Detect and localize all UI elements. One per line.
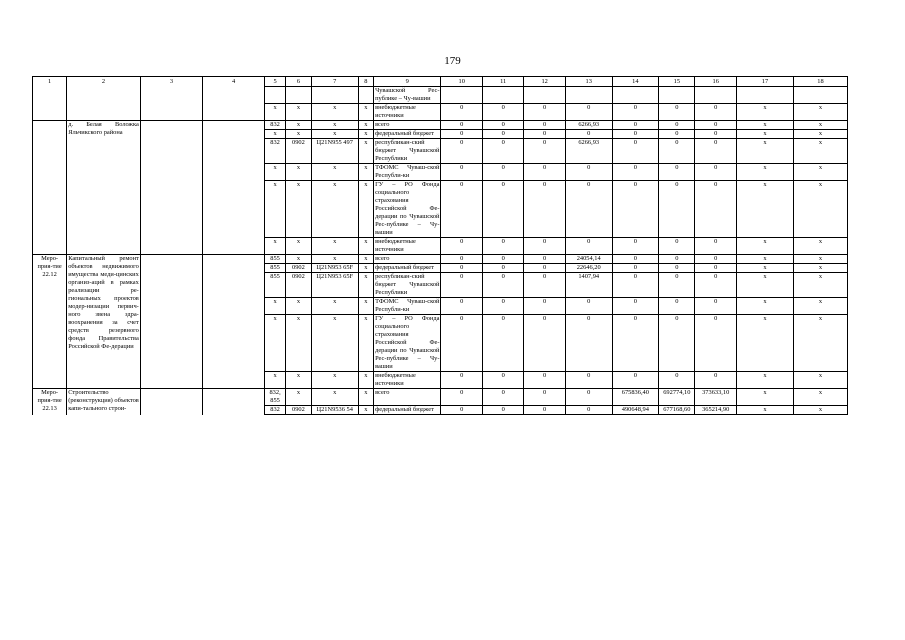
amount-cell: 0 bbox=[612, 238, 659, 255]
amount-cell: 0 bbox=[695, 130, 736, 139]
amount-cell: 0 bbox=[441, 139, 482, 164]
amount-cell bbox=[793, 87, 847, 104]
code-c5: 832 bbox=[265, 139, 286, 164]
amount-cell: 0 bbox=[524, 298, 565, 315]
amount-cell: 0 bbox=[659, 372, 695, 389]
budget-table bbox=[32, 76, 848, 415]
code-c8: x bbox=[358, 298, 374, 315]
amount-cell: 0 bbox=[524, 273, 565, 298]
code-c7: x bbox=[311, 164, 358, 181]
amount-cell: 0 bbox=[695, 255, 736, 264]
table-row bbox=[33, 121, 848, 130]
amount-cell: x bbox=[736, 238, 793, 255]
amount-cell: 0 bbox=[441, 372, 482, 389]
amount-cell: 0 bbox=[659, 181, 695, 238]
amount-cell: 0 bbox=[695, 298, 736, 315]
code-c6: x bbox=[285, 121, 311, 130]
code-c8: x bbox=[358, 389, 374, 406]
measure-name: Строительство (реконструкция) объектов капи-тального строи- bbox=[67, 389, 141, 415]
amount-cell: 0 bbox=[659, 264, 695, 273]
funding-source: республикан-ский бюджет Чувашской Республики bbox=[375, 273, 440, 296]
code-c8: x bbox=[358, 164, 374, 181]
amount-cell: x bbox=[736, 181, 793, 238]
amount-cell: 0 bbox=[659, 139, 695, 164]
amount-cell: 0 bbox=[524, 389, 565, 406]
amount-cell: 0 bbox=[441, 389, 482, 406]
code-c7: Ц21N9536 54 bbox=[311, 406, 358, 415]
code-c6: x bbox=[285, 104, 311, 121]
amount-cell: 0 bbox=[565, 298, 612, 315]
amount-cell: 0 bbox=[441, 164, 482, 181]
amount-cell: 0 bbox=[565, 238, 612, 255]
cell-c4 bbox=[203, 121, 265, 255]
amount-cell: 0 bbox=[612, 121, 659, 130]
amount-cell: 0 bbox=[565, 406, 612, 415]
code-c8: x bbox=[358, 139, 374, 164]
code-c5: x bbox=[265, 372, 286, 389]
column-header: 7 bbox=[311, 77, 358, 87]
amount-cell: 0 bbox=[441, 273, 482, 298]
amount-cell: 0 bbox=[482, 121, 523, 130]
amount-cell: x bbox=[736, 139, 793, 164]
amount-cell: 692774,10 bbox=[659, 389, 695, 406]
cell-c3 bbox=[140, 121, 202, 255]
amount-cell: 0 bbox=[441, 264, 482, 273]
column-header: 3 bbox=[140, 77, 202, 87]
amount-cell: 0 bbox=[524, 255, 565, 264]
code-c7: x bbox=[311, 121, 358, 130]
amount-cell: 0 bbox=[441, 406, 482, 415]
amount-cell: 0 bbox=[612, 372, 659, 389]
amount-cell: 0 bbox=[482, 298, 523, 315]
amount-cell: 6266,93 bbox=[565, 139, 612, 164]
amount-cell: 490648,94 bbox=[612, 406, 659, 415]
cell-c4 bbox=[203, 255, 265, 389]
amount-cell: 0 bbox=[659, 164, 695, 181]
code-c7: x bbox=[311, 389, 358, 406]
code-c7: Ц21N953 65F bbox=[311, 273, 358, 298]
code-c8: x bbox=[358, 255, 374, 264]
column-header: 15 bbox=[659, 77, 695, 87]
page-number: 179 bbox=[444, 55, 461, 67]
code-c5: 832 bbox=[265, 406, 286, 415]
cell-c2 bbox=[67, 87, 141, 121]
amount-cell: 0 bbox=[441, 298, 482, 315]
amount-cell: 0 bbox=[565, 372, 612, 389]
code-c6: x bbox=[285, 298, 311, 315]
column-header: 9 bbox=[374, 77, 441, 87]
amount-cell: x bbox=[736, 104, 793, 121]
amount-cell: 0 bbox=[659, 255, 695, 264]
code-c6: x bbox=[285, 130, 311, 139]
cell-c3 bbox=[140, 87, 202, 121]
funding-source: федеральный бюджет bbox=[374, 406, 441, 415]
amount-cell: x bbox=[793, 273, 847, 298]
amount-cell: 1407,94 bbox=[565, 273, 612, 298]
amount-cell: 0 bbox=[441, 238, 482, 255]
amount-cell: 0 bbox=[524, 264, 565, 273]
code-c5: x bbox=[265, 104, 286, 121]
amount-cell: 0 bbox=[695, 273, 736, 298]
code-c6: x bbox=[285, 238, 311, 255]
code-c5: 832, 855 bbox=[265, 389, 286, 406]
amount-cell: 0 bbox=[695, 139, 736, 164]
amount-cell: 0 bbox=[695, 238, 736, 255]
code-c7: x bbox=[311, 315, 358, 372]
amount-cell: 0 bbox=[695, 104, 736, 121]
column-header: 10 bbox=[441, 77, 482, 87]
amount-cell: x bbox=[793, 164, 847, 181]
amount-cell: 0 bbox=[565, 104, 612, 121]
header-row bbox=[33, 77, 848, 87]
column-header: 4 bbox=[203, 77, 265, 87]
code-c8: x bbox=[358, 130, 374, 139]
amount-cell: 0 bbox=[612, 315, 659, 372]
amount-cell: 0 bbox=[659, 315, 695, 372]
amount-cell: 0 bbox=[482, 273, 523, 298]
funding-source: республикан-ский бюджет Чувашской Республики bbox=[375, 139, 440, 162]
funding-source: федеральный бюджет bbox=[374, 130, 441, 139]
amount-cell: 0 bbox=[482, 315, 523, 372]
cell-c3 bbox=[140, 389, 202, 415]
measure-name: Капитальный ремонт объектов недвижимого имущества меди-цинских организ-аций в рамках реализации ре-гиональных проектов модер-низации первич-ного звена здра-воохранения за счет средств резервного фонда Правительства Российской Фе-дерации bbox=[67, 255, 141, 389]
funding-source: внебюджетные источники bbox=[374, 372, 441, 389]
code-c6: x bbox=[285, 372, 311, 389]
amount-cell: 0 bbox=[695, 372, 736, 389]
amount-cell: x bbox=[793, 130, 847, 139]
amount-cell: 0 bbox=[612, 298, 659, 315]
amount-cell: 0 bbox=[612, 139, 659, 164]
amount-cell: 0 bbox=[482, 264, 523, 273]
code-c5: 855 bbox=[265, 264, 286, 273]
amount-cell: 0 bbox=[524, 121, 565, 130]
amount-cell: 373633,10 bbox=[695, 389, 736, 406]
code-c6: x bbox=[285, 389, 311, 406]
amount-cell: 0 bbox=[695, 315, 736, 372]
amount-cell: 0 bbox=[565, 164, 612, 181]
amount-cell: 0 bbox=[659, 298, 695, 315]
amount-cell: 0 bbox=[524, 164, 565, 181]
amount-cell: 6266,93 bbox=[565, 121, 612, 130]
amount-cell: 0 bbox=[565, 389, 612, 406]
amount-cell bbox=[441, 87, 482, 104]
amount-cell: 0 bbox=[612, 264, 659, 273]
column-header: 2 bbox=[67, 77, 141, 87]
code-c8: x bbox=[358, 315, 374, 372]
code-c6: x bbox=[285, 164, 311, 181]
amount-cell: 0 bbox=[482, 181, 523, 238]
amount-cell: 0 bbox=[695, 181, 736, 238]
code-c7: x bbox=[311, 255, 358, 264]
code-c8: x bbox=[358, 372, 374, 389]
code-c5: x bbox=[265, 298, 286, 315]
code-c7: x bbox=[311, 298, 358, 315]
amount-cell: 677168,60 bbox=[659, 406, 695, 415]
table-row bbox=[33, 255, 848, 264]
amount-cell: 0 bbox=[482, 372, 523, 389]
funding-source: ТФОМС Чуваш-ской Республи-ки bbox=[375, 298, 440, 313]
amount-cell: 0 bbox=[565, 130, 612, 139]
column-header: 18 bbox=[793, 77, 847, 87]
amount-cell: x bbox=[793, 264, 847, 273]
amount-cell: 0 bbox=[441, 315, 482, 372]
amount-cell: 0 bbox=[441, 130, 482, 139]
code-c5: x bbox=[265, 164, 286, 181]
code-c7: x bbox=[311, 104, 358, 121]
column-header: 12 bbox=[524, 77, 565, 87]
amount-cell: 0 bbox=[524, 104, 565, 121]
amount-cell: 0 bbox=[565, 315, 612, 372]
amount-cell bbox=[736, 87, 793, 104]
amount-cell: 0 bbox=[524, 181, 565, 238]
amount-cell: x bbox=[793, 298, 847, 315]
amount-cell: 0 bbox=[524, 372, 565, 389]
code-c7: x bbox=[311, 372, 358, 389]
code-c5: x bbox=[265, 238, 286, 255]
amount-cell: x bbox=[793, 139, 847, 164]
measure-number: Меро-прия-тие 22.13 bbox=[33, 389, 67, 415]
code-c6: 0902 bbox=[285, 264, 311, 273]
amount-cell: 0 bbox=[695, 164, 736, 181]
code-c8: x bbox=[358, 104, 374, 121]
code-c8: x bbox=[358, 181, 374, 238]
amount-cell: x bbox=[793, 389, 847, 406]
funding-source: внебюджетные источники bbox=[374, 104, 441, 121]
table-row bbox=[33, 389, 848, 406]
amount-cell: x bbox=[736, 389, 793, 406]
code-c7: Ц21N953 65F bbox=[311, 264, 358, 273]
amount-cell: x bbox=[793, 315, 847, 372]
amount-cell: x bbox=[736, 255, 793, 264]
funding-source: ТФОМС Чуваш-ской Республи-ки bbox=[375, 164, 440, 179]
amount-cell: 0 bbox=[524, 139, 565, 164]
amount-cell: x bbox=[736, 130, 793, 139]
column-header: 8 bbox=[358, 77, 374, 87]
funding-source: Чувашской Рес-публике – Чу-вашии bbox=[375, 87, 440, 102]
amount-cell: x bbox=[793, 255, 847, 264]
amount-cell bbox=[482, 87, 523, 104]
amount-cell bbox=[659, 87, 695, 104]
code-c6: 0902 bbox=[285, 139, 311, 164]
amount-cell: 0 bbox=[482, 406, 523, 415]
code-c6: x bbox=[285, 181, 311, 238]
amount-cell: x bbox=[793, 104, 847, 121]
column-header: 16 bbox=[695, 77, 736, 87]
column-header: 14 bbox=[612, 77, 659, 87]
amount-cell bbox=[524, 87, 565, 104]
amount-cell: 0 bbox=[565, 181, 612, 238]
funding-source: ГУ – РО Фонда социального страхования Российской Фе-дерации по Чувашской Рес-публике – Чу-вашии bbox=[375, 315, 440, 370]
amount-cell: x bbox=[736, 372, 793, 389]
amount-cell: 0 bbox=[695, 121, 736, 130]
code-c7 bbox=[311, 87, 358, 104]
amount-cell: x bbox=[736, 298, 793, 315]
amount-cell: 0 bbox=[441, 181, 482, 238]
measure-name: д. Белая Воложка Яльчикского района bbox=[67, 121, 141, 255]
amount-cell: 365214,90 bbox=[695, 406, 736, 415]
amount-cell: x bbox=[736, 164, 793, 181]
column-header: 1 bbox=[33, 77, 67, 87]
funding-source: всего bbox=[374, 255, 441, 264]
amount-cell: 675836,40 bbox=[612, 389, 659, 406]
code-c5 bbox=[265, 87, 286, 104]
amount-cell: 0 bbox=[659, 238, 695, 255]
code-c5: 855 bbox=[265, 255, 286, 264]
column-header: 13 bbox=[565, 77, 612, 87]
code-c7: x bbox=[311, 238, 358, 255]
amount-cell: 0 bbox=[441, 255, 482, 264]
code-c5: x bbox=[265, 181, 286, 238]
code-c5: 832 bbox=[265, 121, 286, 130]
amount-cell: 0 bbox=[482, 164, 523, 181]
funding-source: ГУ – РО Фонда социального страхования Российской Фе-дерации по Чувашской Рес-публике – Чу-вашии bbox=[375, 181, 440, 236]
table-body bbox=[33, 87, 848, 415]
funding-source: федеральный бюджет bbox=[374, 264, 441, 273]
column-header: 17 bbox=[736, 77, 793, 87]
amount-cell bbox=[565, 87, 612, 104]
amount-cell: 0 bbox=[659, 273, 695, 298]
amount-cell: 0 bbox=[482, 104, 523, 121]
amount-cell: 0 bbox=[524, 238, 565, 255]
code-c6: x bbox=[285, 315, 311, 372]
column-header: 5 bbox=[265, 77, 286, 87]
amount-cell bbox=[612, 87, 659, 104]
amount-cell: 0 bbox=[659, 104, 695, 121]
funding-source: внебюджетные источники bbox=[374, 238, 441, 255]
code-c7: x bbox=[311, 130, 358, 139]
funding-source: всего bbox=[374, 389, 441, 406]
amount-cell: x bbox=[736, 315, 793, 372]
funding-source: всего bbox=[374, 121, 441, 130]
amount-cell: 0 bbox=[441, 121, 482, 130]
code-c6: x bbox=[285, 255, 311, 264]
amount-cell: 0 bbox=[612, 104, 659, 121]
column-header: 6 bbox=[285, 77, 311, 87]
amount-cell: 0 bbox=[524, 406, 565, 415]
amount-cell: 0 bbox=[524, 315, 565, 372]
code-c7: x bbox=[311, 181, 358, 238]
amount-cell: 0 bbox=[659, 121, 695, 130]
amount-cell: 0 bbox=[482, 389, 523, 406]
amount-cell: 0 bbox=[659, 130, 695, 139]
cell-c3 bbox=[140, 255, 202, 389]
amount-cell: 0 bbox=[612, 164, 659, 181]
amount-cell bbox=[695, 87, 736, 104]
amount-cell: x bbox=[736, 264, 793, 273]
amount-cell: 0 bbox=[695, 264, 736, 273]
amount-cell: 0 bbox=[441, 104, 482, 121]
code-c6: 0902 bbox=[285, 273, 311, 298]
table-row bbox=[33, 87, 848, 104]
amount-cell: x bbox=[793, 406, 847, 415]
code-c6: 0902 bbox=[285, 406, 311, 415]
code-c5: 855 bbox=[265, 273, 286, 298]
cell-c4 bbox=[203, 87, 265, 121]
amount-cell: x bbox=[793, 181, 847, 238]
amount-cell: x bbox=[736, 121, 793, 130]
cell-c4 bbox=[203, 389, 265, 415]
code-c8: x bbox=[358, 238, 374, 255]
amount-cell: x bbox=[736, 406, 793, 415]
amount-cell: 0 bbox=[482, 139, 523, 164]
cell-c1 bbox=[33, 87, 67, 121]
amount-cell: 0 bbox=[612, 181, 659, 238]
measure-number bbox=[33, 121, 67, 255]
amount-cell: x bbox=[793, 121, 847, 130]
amount-cell: 0 bbox=[482, 238, 523, 255]
code-c7: Ц21N955 497 bbox=[311, 139, 358, 164]
code-c6 bbox=[285, 87, 311, 104]
amount-cell: 0 bbox=[482, 255, 523, 264]
code-c8: x bbox=[358, 264, 374, 273]
amount-cell: x bbox=[736, 273, 793, 298]
code-c5: x bbox=[265, 315, 286, 372]
amount-cell: x bbox=[793, 238, 847, 255]
code-c5: x bbox=[265, 130, 286, 139]
code-c8: x bbox=[358, 406, 374, 415]
amount-cell: 0 bbox=[612, 130, 659, 139]
amount-cell: 24054,14 bbox=[565, 255, 612, 264]
column-header: 11 bbox=[482, 77, 523, 87]
amount-cell: 0 bbox=[612, 255, 659, 264]
amount-cell: x bbox=[793, 372, 847, 389]
code-c8: x bbox=[358, 273, 374, 298]
measure-number: Меро-прия-тие 22.12 bbox=[33, 255, 67, 389]
code-c8: x bbox=[358, 121, 374, 130]
amount-cell: 0 bbox=[482, 130, 523, 139]
code-c8 bbox=[358, 87, 374, 104]
amount-cell: 0 bbox=[612, 273, 659, 298]
amount-cell: 22646,20 bbox=[565, 264, 612, 273]
amount-cell: 0 bbox=[524, 130, 565, 139]
